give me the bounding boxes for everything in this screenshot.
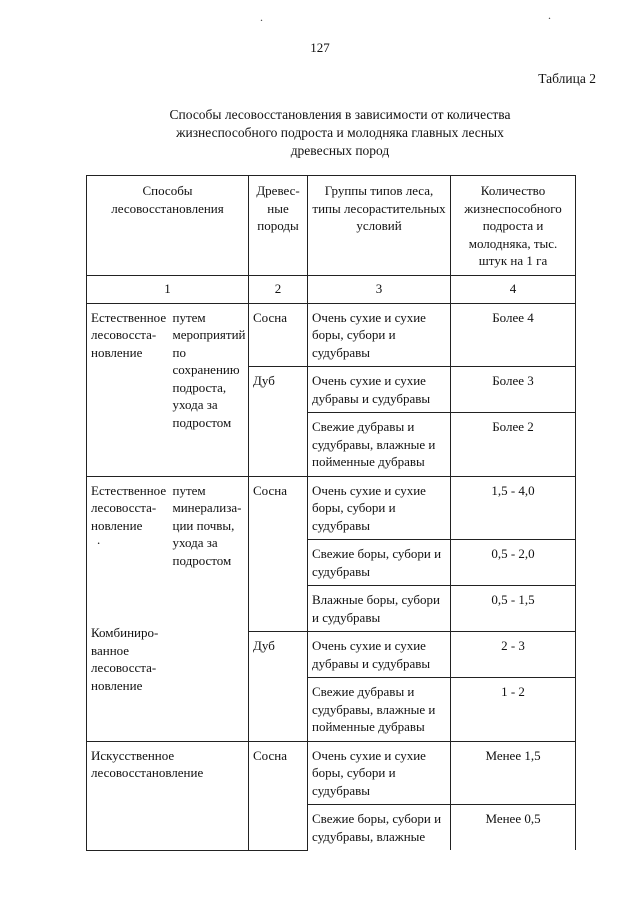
species-cell: Дуб bbox=[249, 632, 308, 742]
method-way-cell: путем минерализа- ции почвы, ухода за подростом bbox=[169, 476, 249, 741]
scan-dot-right: . bbox=[548, 8, 551, 22]
reforestation-table bbox=[86, 175, 576, 851]
table-title bbox=[150, 106, 530, 160]
method-combined-label: Комбиниро- ванное лесовосста- новление bbox=[91, 625, 159, 693]
table-row bbox=[87, 303, 576, 367]
amount-cell: Более 2 bbox=[451, 413, 576, 477]
header-species: Древес- ные породы bbox=[249, 176, 308, 276]
amount-cell: Менее 1,5 bbox=[451, 741, 576, 805]
species-cell: Дуб bbox=[249, 367, 308, 477]
method-way-cell: путем мероприятий по сохранению подроста, ухода за подростом bbox=[169, 303, 249, 476]
column-number-row bbox=[87, 275, 576, 303]
conditions-cell: Очень сухие и сухие дубравы и судубравы bbox=[308, 367, 451, 413]
conditions-cell: Очень сухие и сухие боры, субори и судубравы bbox=[308, 303, 451, 367]
amount-cell: 1 - 2 bbox=[451, 678, 576, 742]
species-cell: Сосна bbox=[249, 741, 308, 850]
method-cell: Искусственное лесовосстановление bbox=[87, 741, 249, 850]
header-methods: Способы лесовосстановления bbox=[87, 176, 249, 276]
method-natural-label: Естественное лесовосста- новление bbox=[91, 482, 167, 533]
table-title-line: Способы лесовосстановления в зависимости от количества bbox=[169, 107, 511, 122]
amount-cell: 2 - 3 bbox=[451, 632, 576, 678]
conditions-cell: Свежие боры, субори и судубравы, влажные bbox=[308, 805, 451, 851]
amount-cell: 1,5 - 4,0 bbox=[451, 476, 576, 540]
conditions-cell: Очень сухие и сухие боры, субори и судубравы bbox=[308, 476, 451, 540]
scan-mark: . bbox=[97, 532, 101, 547]
conditions-cell: Очень сухие и сухие дубравы и судубравы bbox=[308, 632, 451, 678]
species-cell: Сосна bbox=[249, 476, 308, 632]
conditions-cell: Очень сухие и сухие боры, субори и судубравы bbox=[308, 741, 451, 805]
amount-cell: Менее 0,5 bbox=[451, 805, 576, 851]
page-number: 127 bbox=[310, 40, 330, 55]
column-number: 2 bbox=[249, 275, 308, 303]
header-amount: Количество жизнеспособного подроста и молодняка, тыс. штук на 1 га bbox=[451, 176, 576, 276]
table-label: Таблица 2 bbox=[538, 71, 596, 86]
table-row bbox=[87, 741, 576, 805]
column-number: 3 bbox=[308, 275, 451, 303]
conditions-cell: Свежие дубравы и судубравы, влажные и пойменные дубравы bbox=[308, 678, 451, 742]
amount-cell: 0,5 - 1,5 bbox=[451, 586, 576, 632]
scan-dot-left: . bbox=[260, 10, 263, 24]
column-number: 1 bbox=[87, 275, 249, 303]
conditions-cell: Влажные боры, субори и судубравы bbox=[308, 586, 451, 632]
table-title-line: древесных пород bbox=[290, 143, 390, 158]
conditions-cell: Свежие боры, субори и судубравы bbox=[308, 540, 451, 586]
table-row bbox=[87, 476, 576, 540]
header-row bbox=[87, 176, 576, 276]
header-forest-types: Группы типов леса, типы лесорастительных условий bbox=[308, 176, 451, 276]
method-cell bbox=[87, 476, 169, 741]
method-cell: Естественное лесовосста- новление bbox=[87, 303, 169, 476]
conditions-cell: Свежие дубравы и судубравы, влажные и пойменные дубравы bbox=[308, 413, 451, 477]
amount-cell: 0,5 - 2,0 bbox=[451, 540, 576, 586]
column-number: 4 bbox=[451, 275, 576, 303]
amount-cell: Более 3 bbox=[451, 367, 576, 413]
species-cell: Сосна bbox=[249, 303, 308, 367]
table-title-line: жизнеспособного подроста и молодняка главных лесных bbox=[176, 125, 504, 140]
amount-cell: Более 4 bbox=[451, 303, 576, 367]
